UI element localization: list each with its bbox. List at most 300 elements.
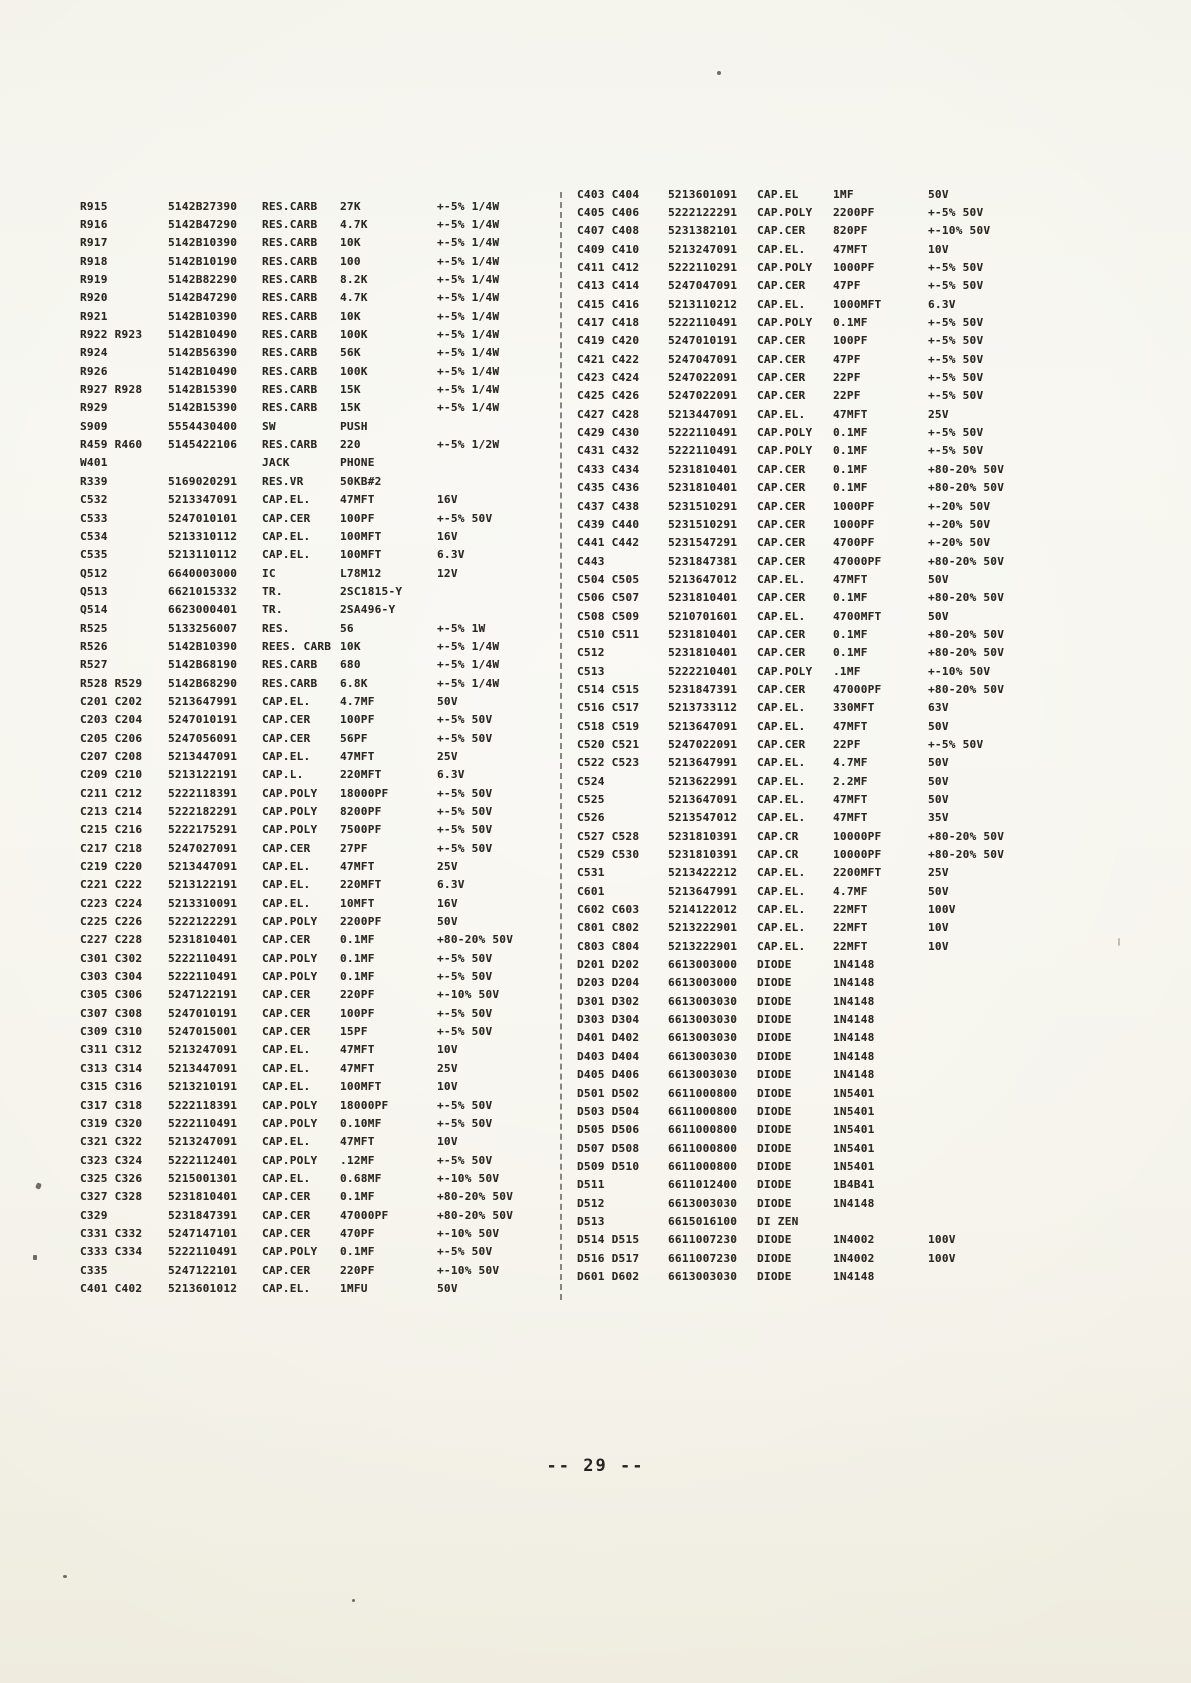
ref-cell: R921 <box>80 309 108 323</box>
type-cell: CAP.EL. <box>262 1135 311 1149</box>
type-cell: JACK <box>262 456 290 470</box>
ref-cell: C443 <box>577 554 605 568</box>
table-row <box>577 1194 1047 1212</box>
part-number-cell: 5222122291 <box>168 915 238 929</box>
table-row <box>577 277 1047 295</box>
table-row <box>577 497 1047 515</box>
rating-cell: +-5% 50V <box>437 823 493 837</box>
ref-cell: S909 <box>80 419 108 433</box>
ref-cell: D601 D602 <box>577 1269 640 1283</box>
part-number-cell: 5142B10490 <box>168 364 238 378</box>
rating-cell: +-5% 1/4W <box>437 676 500 690</box>
rating-cell: 25V <box>437 860 458 874</box>
part-number-cell: 5142B15390 <box>168 383 238 397</box>
ref-cell: R927 R928 <box>80 383 143 397</box>
type-cell: CAP.POLY <box>262 786 318 800</box>
table-row <box>80 601 555 619</box>
table-row <box>577 1139 1047 1157</box>
type-cell: TR. <box>262 584 283 598</box>
part-number-cell: 6621015332 <box>168 584 238 598</box>
type-cell: CAP.CER <box>757 554 806 568</box>
rating-cell: +-5% 50V <box>928 334 984 348</box>
ref-cell: C513 <box>577 664 605 678</box>
part-number-cell: 5247010191 <box>168 713 238 727</box>
value-cell: 220 <box>340 438 361 452</box>
value-cell: 0.1MF <box>833 426 868 440</box>
part-number-cell: 5222210401 <box>668 664 738 678</box>
type-cell: CAP.EL. <box>262 1171 311 1185</box>
type-cell: CAP.EL. <box>262 548 311 562</box>
rating-cell: 10V <box>928 939 949 953</box>
table-row <box>80 1206 555 1224</box>
part-number-cell: 6613003030 <box>668 1068 738 1082</box>
value-cell: 820PF <box>833 224 868 238</box>
table-row <box>577 992 1047 1010</box>
ref-cell: C520 C521 <box>577 737 640 751</box>
ref-cell: D511 <box>577 1178 605 1192</box>
part-number-cell: 5142B47290 <box>168 291 238 305</box>
type-cell: CAP.EL. <box>757 903 806 917</box>
part-number-cell: 5142B27390 <box>168 199 238 213</box>
rating-cell: +-5% 50V <box>437 786 493 800</box>
type-cell: DIODE <box>757 976 792 990</box>
type-cell: DIODE <box>757 1178 792 1192</box>
type-cell: CAP.EL. <box>757 921 806 935</box>
rating-cell: +-5% 50V <box>928 444 984 458</box>
part-number-cell: 6611000800 <box>668 1123 738 1137</box>
table-row <box>80 894 555 912</box>
rating-cell: +80-20% 50V <box>928 646 1005 660</box>
rating-cell: +-5% 1/4W <box>437 273 500 287</box>
value-cell: 100K <box>340 364 368 378</box>
table-row <box>80 821 555 839</box>
value-cell: 10K <box>340 639 361 653</box>
value-cell: 1000PF <box>833 517 875 531</box>
rating-cell: +80-20% 50V <box>437 1190 514 1204</box>
value-cell: 56 <box>340 621 354 635</box>
table-row <box>577 442 1047 460</box>
table-row <box>80 1243 555 1261</box>
value-cell: 470PF <box>340 1226 375 1240</box>
table-row <box>80 1078 555 1096</box>
value-cell: 100MFT <box>340 529 382 543</box>
table-row <box>577 1121 1047 1139</box>
table-row <box>80 1133 555 1151</box>
ref-cell: W401 <box>80 456 108 470</box>
ref-cell: D507 D508 <box>577 1141 640 1155</box>
value-cell: 220PF <box>340 988 375 1002</box>
type-cell: CAP.POLY <box>262 1245 318 1259</box>
rating-cell: +-5% 1/4W <box>437 383 500 397</box>
type-cell: CAP.POLY <box>262 915 318 929</box>
value-cell: 1N5401 <box>833 1159 875 1173</box>
table-row <box>80 1188 555 1206</box>
ref-cell: C325 C326 <box>80 1171 143 1185</box>
rating-cell: +80-20% 50V <box>928 829 1005 843</box>
part-number-cell: 5213733112 <box>668 701 738 715</box>
part-number-cell: 5142B56390 <box>168 346 238 360</box>
table-row <box>80 307 555 325</box>
type-cell: CAP.EL. <box>757 774 806 788</box>
value-cell: .1MF <box>833 664 861 678</box>
table-row <box>577 185 1047 203</box>
value-cell: 50KB#2 <box>340 474 382 488</box>
ref-cell: D405 D406 <box>577 1068 640 1082</box>
rating-cell: +-10% 50V <box>928 664 991 678</box>
part-number-cell: 5213110212 <box>668 297 738 311</box>
part-number-cell: 6615016100 <box>668 1214 738 1228</box>
type-cell: DIODE <box>757 994 792 1008</box>
value-cell: 8.2K <box>340 273 368 287</box>
rating-cell: 100V <box>928 1233 956 1247</box>
rating-cell: 50V <box>928 774 949 788</box>
table-row <box>577 515 1047 533</box>
ref-cell: C437 C438 <box>577 499 640 513</box>
value-cell: 100K <box>340 328 368 342</box>
part-number-cell: 5247015001 <box>168 1025 238 1039</box>
type-cell: CAP.CER <box>757 279 806 293</box>
type-cell: CAP.EL. <box>757 884 806 898</box>
ref-cell: C323 C324 <box>80 1153 143 1167</box>
part-number-cell: 5145422106 <box>168 438 238 452</box>
part-number-cell: 5213647991 <box>668 756 738 770</box>
value-cell: 2.2MF <box>833 774 868 788</box>
table-row <box>577 974 1047 992</box>
rating-cell: +-5% 50V <box>437 1116 493 1130</box>
value-cell: 4.7K <box>340 218 368 232</box>
value-cell: 1N4148 <box>833 1068 875 1082</box>
rating-cell: +-5% 50V <box>437 805 493 819</box>
ref-cell: C327 C328 <box>80 1190 143 1204</box>
rating-cell: 100V <box>928 1251 956 1265</box>
part-number-cell: 5231847391 <box>668 682 738 696</box>
ref-cell: C217 C218 <box>80 841 143 855</box>
rating-cell: 50V <box>437 915 458 929</box>
column-divider <box>560 192 562 1300</box>
rating-cell: +80-20% 50V <box>928 682 1005 696</box>
value-cell: 1000MFT <box>833 297 882 311</box>
value-cell: 8200PF <box>340 805 382 819</box>
ref-cell: C309 C310 <box>80 1025 143 1039</box>
table-row <box>577 1249 1047 1267</box>
type-cell: RES.CARB <box>262 401 318 415</box>
table-row <box>80 582 555 600</box>
type-cell: CAP.CER <box>757 352 806 366</box>
ref-cell: Q513 <box>80 584 108 598</box>
rating-cell: +-10% 50V <box>437 1171 500 1185</box>
type-cell: CAP.CER <box>262 1226 311 1240</box>
value-cell: 15K <box>340 383 361 397</box>
value-cell: 56PF <box>340 731 368 745</box>
rating-cell: 6.3V <box>928 297 956 311</box>
ref-cell: D401 D402 <box>577 1031 640 1045</box>
rating-cell: +80-20% 50V <box>437 933 514 947</box>
rating-cell: 63V <box>928 701 949 715</box>
rating-cell: +-5% 50V <box>437 713 493 727</box>
ref-cell: C205 C206 <box>80 731 143 745</box>
table-row <box>80 674 555 692</box>
ref-cell: C227 C228 <box>80 933 143 947</box>
value-cell: 2SA496-Y <box>340 603 396 617</box>
rating-cell: 50V <box>928 756 949 770</box>
type-cell: CAP.EL. <box>262 1043 311 1057</box>
type-cell: CAP.POLY <box>757 426 813 440</box>
rating-cell: 16V <box>437 529 458 543</box>
type-cell: CAP.EL. <box>757 609 806 623</box>
value-cell: 1N4148 <box>833 1196 875 1210</box>
value-cell: 47000PF <box>340 1208 389 1222</box>
value-cell: 0.1MF <box>833 481 868 495</box>
value-cell: 10K <box>340 236 361 250</box>
rating-cell: +-5% 50V <box>928 316 984 330</box>
ref-cell: D301 D302 <box>577 994 640 1008</box>
table-row <box>577 313 1047 331</box>
type-cell: CAP.CER <box>262 1025 311 1039</box>
type-cell: DI ZEN <box>757 1214 799 1228</box>
rating-cell: +-5% 50V <box>437 841 493 855</box>
part-number-cell: 6613003030 <box>668 1013 738 1027</box>
value-cell: 1N4148 <box>833 1049 875 1063</box>
part-number-cell: 5554430400 <box>168 419 238 433</box>
part-number-cell: 5247010191 <box>168 1006 238 1020</box>
type-cell: CAP.CER <box>262 1208 311 1222</box>
rating-cell: +-5% 1/4W <box>437 658 500 672</box>
rating-cell: 16V <box>437 896 458 910</box>
table-row <box>80 1004 555 1022</box>
part-number-cell: 5222110491 <box>668 426 738 440</box>
table-row <box>577 479 1047 497</box>
page-number: -- 29 -- <box>546 1456 645 1476</box>
value-cell: 1N4148 <box>833 1031 875 1045</box>
table-row <box>80 986 555 1004</box>
scan-speck <box>1118 938 1120 946</box>
rating-cell: +-10% 50V <box>437 988 500 1002</box>
value-cell: 680 <box>340 658 361 672</box>
scan-speck <box>63 1575 67 1578</box>
part-number-cell: 5222118391 <box>168 1098 238 1112</box>
type-cell: RES.CARB <box>262 236 318 250</box>
part-number-cell: 5142B10390 <box>168 309 238 323</box>
rating-cell: +-5% 1/4W <box>437 401 500 415</box>
ref-cell: C209 C210 <box>80 768 143 782</box>
rating-cell: +80-20% 50V <box>928 848 1005 862</box>
type-cell: RES.VR <box>262 474 304 488</box>
type-cell: RES.CARB <box>262 218 318 232</box>
ref-cell: C423 C424 <box>577 371 640 385</box>
table-row <box>577 955 1047 973</box>
ref-cell: C508 C509 <box>577 609 640 623</box>
ref-cell: C801 C802 <box>577 921 640 935</box>
ref-cell: R527 <box>80 658 108 672</box>
ref-cell: C425 C426 <box>577 389 640 403</box>
ref-cell: R459 R460 <box>80 438 143 452</box>
part-number-cell: 5213122191 <box>168 878 238 892</box>
type-cell: CAP.CER <box>262 713 311 727</box>
type-cell: CAP.EL. <box>262 896 311 910</box>
ref-cell: D503 D504 <box>577 1104 640 1118</box>
type-cell: CAP.POLY <box>262 1098 318 1112</box>
part-number-cell: 5222110491 <box>168 951 238 965</box>
ref-cell: C207 C208 <box>80 749 143 763</box>
value-cell: 15K <box>340 401 361 415</box>
type-cell: RES.CARB <box>262 438 318 452</box>
rating-cell: 10V <box>437 1135 458 1149</box>
type-cell: RES.CARB <box>262 658 318 672</box>
ref-cell: C524 <box>577 774 605 788</box>
table-row <box>80 692 555 710</box>
ref-cell: C506 C507 <box>577 591 640 605</box>
value-cell: 1N4148 <box>833 976 875 990</box>
table-row <box>80 711 555 729</box>
table-row <box>577 772 1047 790</box>
type-cell: CAP.CER <box>757 682 806 696</box>
type-cell: CAP.EL. <box>262 1281 311 1295</box>
part-number-cell: 6611000800 <box>668 1104 738 1118</box>
value-cell: .12MF <box>340 1153 375 1167</box>
ref-cell: C429 C430 <box>577 426 640 440</box>
ref-cell: R929 <box>80 401 108 415</box>
value-cell: 27PF <box>340 841 368 855</box>
value-cell: 47PF <box>833 279 861 293</box>
ref-cell: C333 C334 <box>80 1245 143 1259</box>
ref-cell: D509 D510 <box>577 1159 640 1173</box>
part-number-cell: 5213447091 <box>168 860 238 874</box>
rating-cell: 6.3V <box>437 768 465 782</box>
value-cell: PUSH <box>340 419 368 433</box>
table-row <box>577 607 1047 625</box>
value-cell: 0.1MF <box>833 462 868 476</box>
part-number-cell: 5222118391 <box>168 786 238 800</box>
type-cell: CAP.CER <box>262 511 311 525</box>
ref-cell: C417 C418 <box>577 316 640 330</box>
ref-cell: C514 C515 <box>577 682 640 696</box>
type-cell: RES.CARB <box>262 199 318 213</box>
table-row <box>80 637 555 655</box>
value-cell: 22PF <box>833 389 861 403</box>
rating-cell: +-10% 50V <box>437 1263 500 1277</box>
rating-cell: +-5% 50V <box>928 352 984 366</box>
type-cell: CAP.POLY <box>262 970 318 984</box>
value-cell: 47MFT <box>833 242 868 256</box>
value-cell: 47MFT <box>340 1061 375 1075</box>
value-cell: 0.1MF <box>340 933 375 947</box>
ref-cell: Q514 <box>80 603 108 617</box>
part-number-cell: 5231510291 <box>668 517 738 531</box>
rating-cell: 35V <box>928 811 949 825</box>
type-cell: CAP.EL. <box>757 939 806 953</box>
ref-cell: C522 C523 <box>577 756 640 770</box>
ref-cell: C419 C420 <box>577 334 640 348</box>
value-cell: 10MFT <box>340 896 375 910</box>
ref-cell: C303 C304 <box>80 970 143 984</box>
value-cell: 1000PF <box>833 261 875 275</box>
part-number-cell: 5213347091 <box>168 493 238 507</box>
type-cell: CAP.POLY <box>757 444 813 458</box>
part-number-cell: 5213601091 <box>668 187 738 201</box>
table-row <box>80 1224 555 1242</box>
type-cell: CAP.EL. <box>757 793 806 807</box>
ref-cell: D501 D502 <box>577 1086 640 1100</box>
type-cell: CAP.EL. <box>757 811 806 825</box>
value-cell: PHONE <box>340 456 375 470</box>
rating-cell: +-5% 1/4W <box>437 639 500 653</box>
part-number-cell: 5213547012 <box>668 811 738 825</box>
type-cell: CAP.CER <box>262 933 311 947</box>
rating-cell: +-5% 1/4W <box>437 236 500 250</box>
ref-cell: R915 <box>80 199 108 213</box>
type-cell: CAP.POLY <box>262 823 318 837</box>
part-number-cell: 6611007230 <box>668 1251 738 1265</box>
value-cell: 2200PF <box>340 915 382 929</box>
rating-cell: 25V <box>928 407 949 421</box>
part-number-cell: 5213447091 <box>168 749 238 763</box>
rating-cell: +80-20% 50V <box>928 462 1005 476</box>
ref-cell: R922 R923 <box>80 328 143 342</box>
rating-cell: +-5% 1/4W <box>437 291 500 305</box>
type-cell: CAP.CER <box>757 536 806 550</box>
ref-cell: C427 C428 <box>577 407 640 421</box>
ref-cell: C431 C432 <box>577 444 640 458</box>
type-cell: CAP.CER <box>757 481 806 495</box>
table-row <box>80 527 555 545</box>
type-cell: CAP.POLY <box>262 805 318 819</box>
value-cell: 100PF <box>833 334 868 348</box>
table-row <box>80 1261 555 1279</box>
table-row <box>577 423 1047 441</box>
type-cell: CAP.CER <box>757 646 806 660</box>
value-cell: 56K <box>340 346 361 360</box>
table-row <box>577 809 1047 827</box>
part-number-cell: 5213122191 <box>168 768 238 782</box>
table-row <box>80 931 555 949</box>
part-number-cell: 6613003030 <box>668 1031 738 1045</box>
table-row <box>577 717 1047 735</box>
type-cell: CAP.CER <box>757 499 806 513</box>
type-cell: CAP.POLY <box>757 206 813 220</box>
type-cell: CAP.CER <box>757 462 806 476</box>
part-number-cell: 5231810401 <box>668 481 738 495</box>
type-cell: CAP.EL. <box>757 242 806 256</box>
table-row <box>577 735 1047 753</box>
part-number-cell: 5247147101 <box>168 1226 238 1240</box>
value-cell: 47MFT <box>833 572 868 586</box>
ref-cell: D514 D515 <box>577 1233 640 1247</box>
ref-cell: D505 D506 <box>577 1123 640 1137</box>
ref-cell: C407 C408 <box>577 224 640 238</box>
scan-speck <box>35 1182 42 1189</box>
part-number-cell: 6611012400 <box>668 1178 738 1192</box>
part-number-cell: 5247022091 <box>668 737 738 751</box>
part-number-cell: 5231510291 <box>668 499 738 513</box>
ref-cell: C211 C212 <box>80 786 143 800</box>
type-cell: DIODE <box>757 1104 792 1118</box>
ref-cell: C526 <box>577 811 605 825</box>
ref-cell: C301 C302 <box>80 951 143 965</box>
rating-cell: +80-20% 50V <box>928 554 1005 568</box>
part-number-cell: 5222182291 <box>168 805 238 819</box>
ref-cell: Q512 <box>80 566 108 580</box>
value-cell: 0.1MF <box>833 316 868 330</box>
table-row <box>577 534 1047 552</box>
value-cell: 0.10MF <box>340 1116 382 1130</box>
type-cell: CAP.EL. <box>757 756 806 770</box>
table-row <box>80 399 555 417</box>
value-cell: 47PF <box>833 352 861 366</box>
ref-cell: C504 C505 <box>577 572 640 586</box>
value-cell: 100PF <box>340 1006 375 1020</box>
ref-cell: C411 C412 <box>577 261 640 275</box>
type-cell: RES.CARB <box>262 254 318 268</box>
